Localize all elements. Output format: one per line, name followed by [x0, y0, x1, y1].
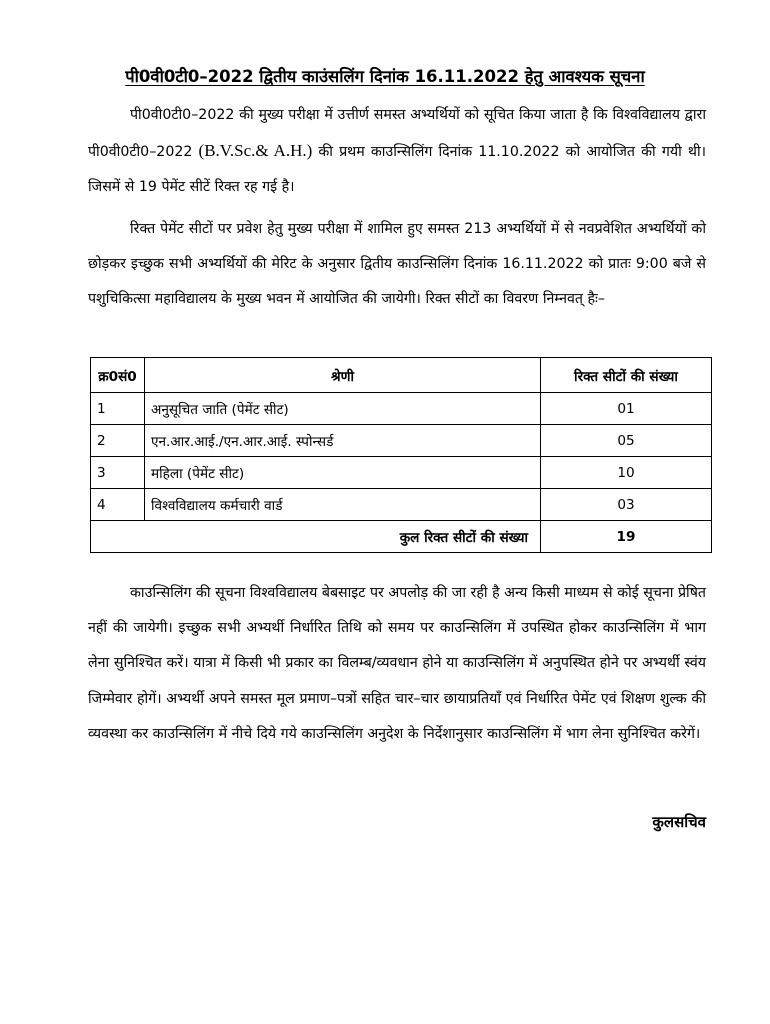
row-seat-count: 05 — [541, 425, 712, 457]
paragraph-intro — [88, 98, 706, 206]
table-row — [91, 425, 712, 457]
table-header-row — [91, 358, 712, 393]
paragraph-counselling-details: रिक्त पेमेंट सीटों पर प्रवेश हेतु मुख्य परीक्षा में शामिल हुए समस्त 213 अभ्यर्थियों में से नवप्रवेशित अभ्यर्थियों को छोड़कर इच्छुक सभी अभ्यर्थियों की मेरिट के अनुसार द्वितीय काउन्सिलिंग दिनांक 16.11.2022 को प्रातः 9:00 बजे से पशुचिकित्सा महाविद्यालय के मुख्य भवन में आयोजित की जायेगी। रिक्त सीटों का विवरण निम्नवत् हैः– — [88, 221, 706, 308]
total-label: कुल रिक्त सीटों की संख्या — [91, 521, 541, 553]
table-total-row — [91, 521, 712, 553]
total-value: 19 — [541, 521, 712, 553]
paragraph-instructions: काउन्सिलिंग की सूचना विश्वविद्यालय बेबसाइट पर अपलोड़ की जा रही है अन्य किसी माध्यम से कोई सूचना प्रेषित नहीं की जायेगी। इच्छुक सभी अभ्यर्थी निर्धारित तिथि को समय पर काउन्सिलिंग में उपस्थित होकर काउन्सिलिंग में भाग लेना सुनिश्चित करें। यात्रा में किसी भी प्रकार का विलम्ब/व्यवधान होने या काउन्सिलिंग में अनुपस्थित होने पर अभ्यर्थी स्वंय जिम्मेवार होगें। अभ्यर्थी अपने समस्त मूल प्रमाण–पत्रों सहित चार–चार छायाप्रतियाँ एवं निर्धारित पेमेंट एवं शिक्षण शुल्क की व्यवस्था कर काउन्सिलिंग में नीचे दिये गये काउन्सिलिंग अनुदेश के निर्देशानुसार काउन्सिलिंग में भाग लेना सुनिश्चित करेगें। — [88, 585, 706, 742]
row-seat-count: 10 — [541, 457, 712, 489]
intro-text-b: की प्रथम काउन्सिलिंग दिनांक 11.10.2022 को आयोजित की गयी थी। जिसमें से 19 पेमेंट सीटें रिक्त रह गई है। — [88, 144, 706, 196]
row-serial-no: 3 — [91, 457, 145, 489]
row-category: एन.आर.आई./एन.आर.आई. स्पोन्सर्ड — [145, 425, 541, 457]
row-serial-no: 2 — [91, 425, 145, 457]
notice-title: पी0वी0टी0–2022 द्वितीय काउंसलिंग दिनांक 16.11.2022 हेतु आवश्यक सूचना — [125, 67, 645, 86]
row-serial-no: 4 — [91, 489, 145, 521]
table-row — [91, 393, 712, 425]
table-row — [91, 457, 712, 489]
header-category: श्रेणी — [145, 358, 541, 393]
row-category: विश्वविद्यालय कर्मचारी वार्ड — [145, 489, 541, 521]
row-category: महिला (पेमेंट सीट) — [145, 457, 541, 489]
signature-registrar: कुलसचिव — [652, 813, 706, 831]
table-row — [91, 489, 712, 521]
intro-text-a: पी0वी0टी0–2022 की मुख्य परीक्षा में उत्तीर्ण समस्त अभ्यर्थियों को सूचित किया जाता है कि विश्वविद्यालय द्वारा पी0वी0टी0–2022 — [88, 107, 706, 161]
row-seat-count: 01 — [541, 393, 712, 425]
row-serial-no: 1 — [91, 393, 145, 425]
header-serial-no: क्र0सं0 — [91, 358, 145, 393]
row-seat-count: 03 — [541, 489, 712, 521]
vacant-seats-table — [90, 357, 712, 553]
header-seat-count: रिक्त सीटों की संख्या — [541, 358, 712, 393]
row-category: अनुसूचित जाति (पेमेंट सीट) — [145, 393, 541, 425]
degree-name: (B.V.Sc.& A.H.) — [198, 141, 313, 161]
